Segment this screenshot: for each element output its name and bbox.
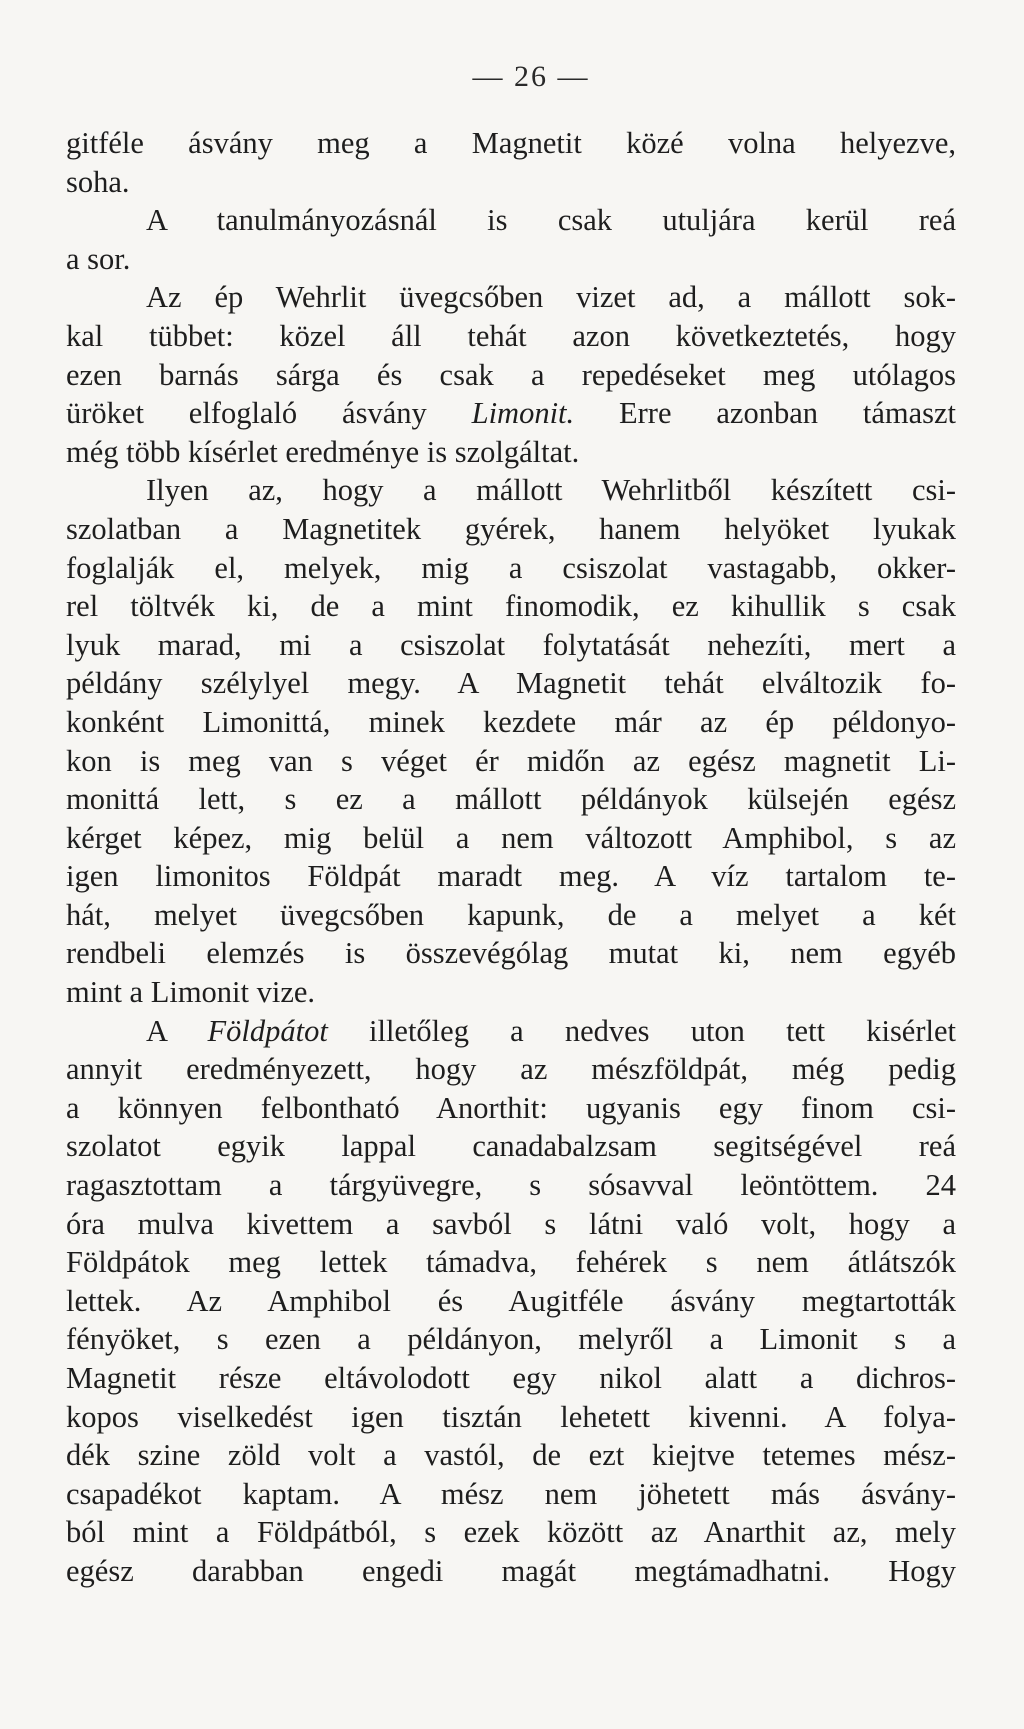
text-line: kal tübbet: közel áll tehát azon következtetés, hogy xyxy=(66,318,956,353)
body-text xyxy=(66,124,956,1591)
text-line: ezen barnás sárga és csak a repedéseket meg utólagos xyxy=(66,357,956,392)
text-line: rel töltvék ki, de a mint finomodik, ez kihullik s csak xyxy=(66,589,956,624)
text-line: igen limonitos Földpát maradt meg. A víz tartalom te- xyxy=(66,859,956,894)
text-line: kopos viselkedést igen tisztán lehetett kivenni. A folya- xyxy=(66,1399,956,1434)
text-line: gitféle ásvány meg a Magnetit közé volna helyezve, xyxy=(66,126,956,160)
text-line: a könnyen felbontható Anorthit: ugyanis egy finom csi- xyxy=(66,1090,956,1125)
text-line: ragasztottam a tárgyüvegre, s sósavval leöntöttem. 24 xyxy=(66,1168,956,1203)
text-line: szolatban a Magnetitek gyérek, hanem helyöket lyukak xyxy=(66,511,956,546)
text-line: ból mint a Földpátból, s ezek között az Anarthit az, mely xyxy=(66,1515,956,1550)
text-line: A Földpátot illetőleg a nedves uton tett kisérlet xyxy=(146,1013,956,1048)
text-line: soha. xyxy=(66,164,130,199)
text-line: A tanulmányozásnál is csak utuljára kerül reá xyxy=(146,203,956,238)
text-line: Magnetit része eltávolodott egy nikol alatt a dichros- xyxy=(66,1361,956,1395)
text-line: dék szine zöld volt a vastól, de ezt kiejtve tetemes mész- xyxy=(66,1438,956,1473)
text-line: annyit eredményezett, hogy az mészföldpát, még pedig xyxy=(66,1052,956,1087)
text-line: kon is meg van s véget ér midőn az egész magnetit Li- xyxy=(66,743,956,778)
text-line: mint a Limonit vize. xyxy=(66,975,316,1010)
text-line: lyuk marad, mi a csiszolat folytatását nehezíti, mert a xyxy=(66,627,956,662)
text-line: példány szélylyel megy. A Magnetit tehát elváltozik fo- xyxy=(66,666,956,701)
text-line: hát, melyet üvegcsőben kapunk, de a melyet a két xyxy=(66,897,956,932)
text-line: még több kísérlet eredménye is szolgáltat. xyxy=(66,434,580,469)
text-line: fényöket, s ezen a példányon, melyről a Limonit s a xyxy=(66,1322,956,1357)
text-line: egész darabban engedi magát megtámadhatni. Hogy xyxy=(66,1553,956,1588)
text-line: konként Limonittá, minek kezdete már az ép példonyo- xyxy=(66,704,956,739)
page-number: — 26 — xyxy=(472,60,590,93)
book-page xyxy=(66,60,956,1591)
text-line: Ilyen az, hogy a mállott Wehrlitből készített csi- xyxy=(146,473,956,508)
text-line: Az ép Wehrlit üvegcsőben vizet ad, a mállott sok- xyxy=(146,280,956,315)
text-line: csapadékot kaptam. A mész nem jöhetett más ásvány- xyxy=(66,1476,956,1511)
text-line: lettek. Az Amphibol és Augitféle ásvány megtartották xyxy=(66,1283,956,1318)
text-line: foglalják el, melyek, mig a csiszolat vastagabb, okker- xyxy=(66,550,956,585)
text-line: Földpátok meg lettek támadva, fehérek s nem átlátszók xyxy=(66,1245,956,1280)
text-line: a sor. xyxy=(66,241,131,276)
text-line: szolatot egyik lappal canadabalzsam segitségével reá xyxy=(66,1129,956,1164)
text-line: rendbeli elemzés is összevégólag mutat ki, nem egyéb xyxy=(66,936,956,971)
text-line: óra mulva kivettem a savból s látni való volt, hogy a xyxy=(66,1206,956,1241)
text-line: monittá lett, s ez a mállott példányok külsején egész xyxy=(66,782,956,817)
text-line: kérget képez, mig belül a nem változott Amphibol, s az xyxy=(66,820,956,855)
text-line: üröket elfoglaló ásvány Limonit. Erre azonban támaszt xyxy=(66,396,956,431)
